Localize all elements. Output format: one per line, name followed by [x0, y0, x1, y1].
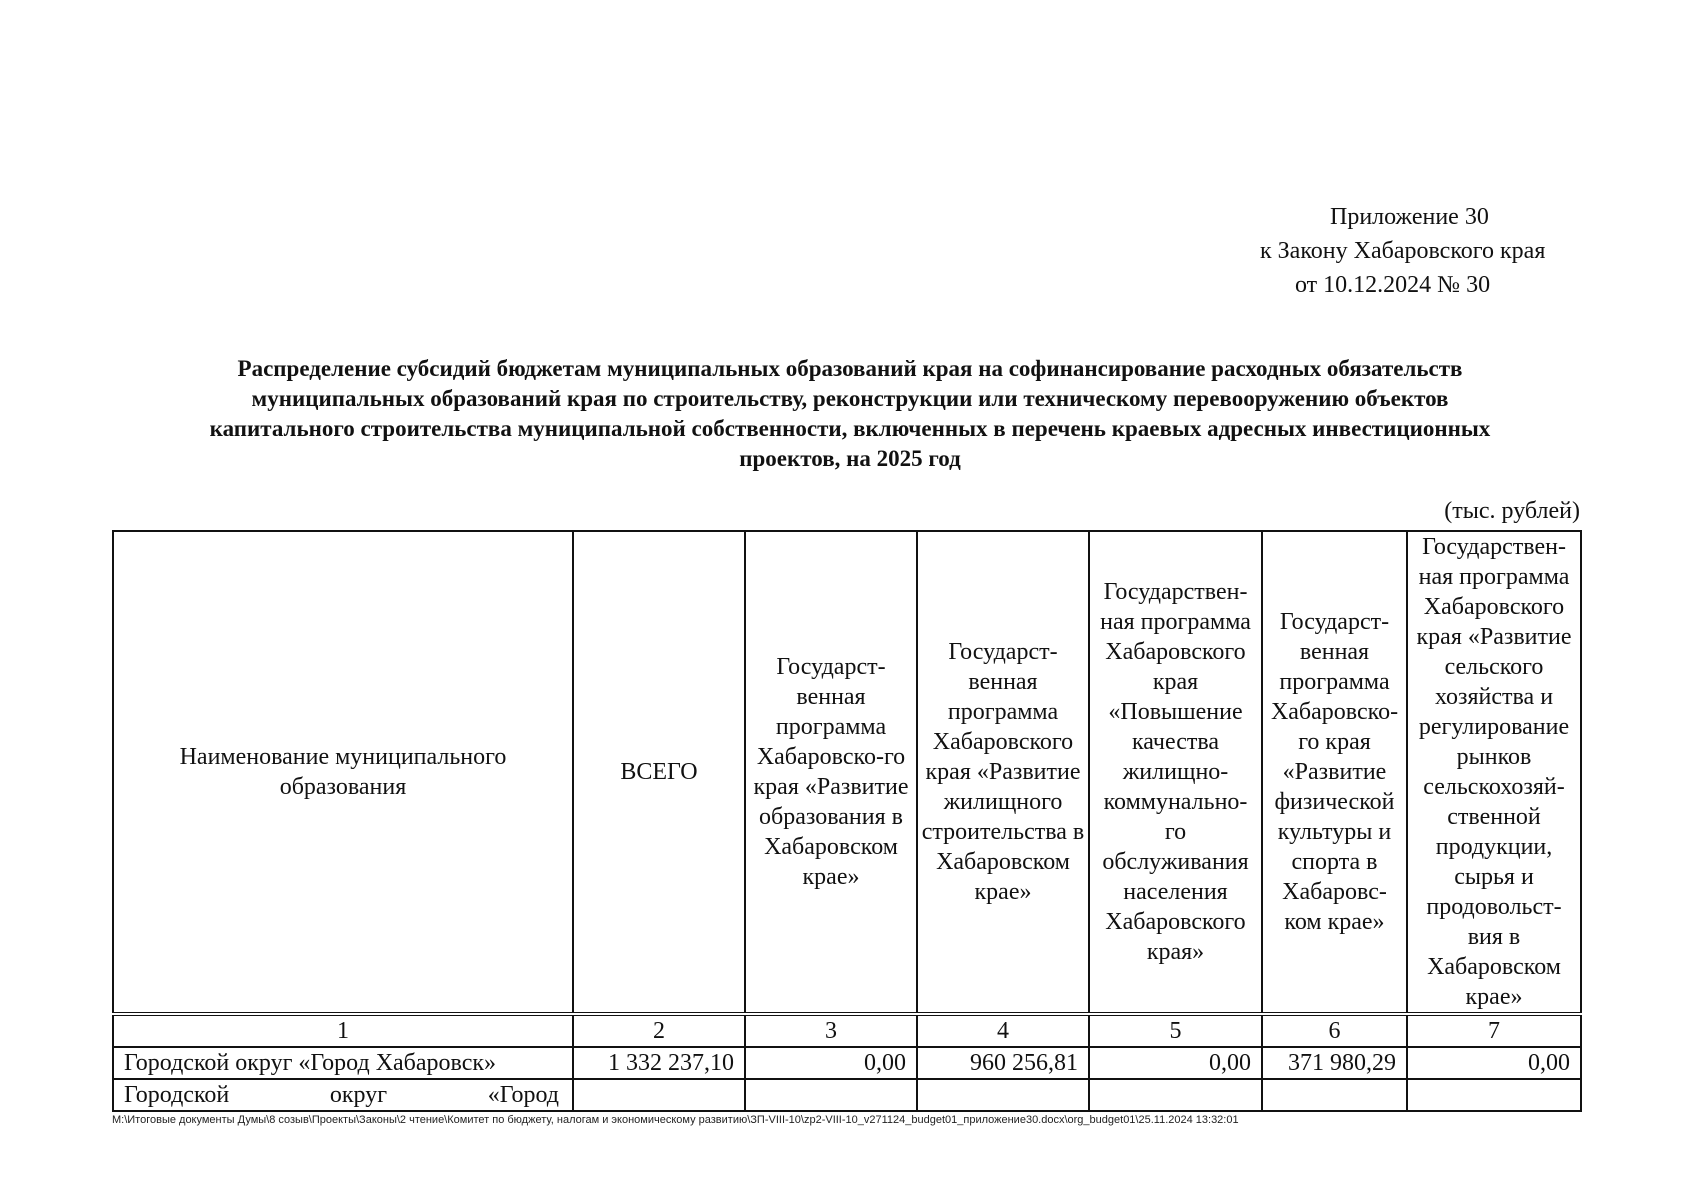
column-number: 6	[1262, 1014, 1407, 1047]
file-path-footer: M:\Итоговые документы Думы\8 созыв\Проекты\Законы\2 чтение\Комитет по бюджету, налогам и экономическому развитию\ЗП-VIII-10\zp2-VIII-10_v271124_budget01_приложение30.docx\org_budget01\25.11.2024 13:32:01	[112, 1114, 1239, 1126]
empty-cell	[1262, 1079, 1407, 1111]
units-label: (тыс. рублей)	[1444, 498, 1580, 524]
header-sport-program: Государст-венная программа Хабаровско-го края «Развитие физической культуры и спорта в Хабаровс-ком крае»	[1262, 531, 1407, 1014]
header-housing-program: Государст-венная программа Хабаровского края «Развитие жилищного строительства в Хабаровском крае»	[917, 531, 1089, 1014]
empty-cell	[1407, 1079, 1581, 1111]
document-title	[110, 354, 1590, 474]
column-number: 5	[1089, 1014, 1262, 1047]
title-line-1: Распределение субсидий бюджетам муниципальных образований края на софинансирование расходных обязательств	[237, 356, 1463, 381]
title-line-2: муниципальных образований края по строительству, реконструкции или техническому перевооружению объектов	[251, 386, 1449, 411]
value-total: 1 332 237,10	[573, 1047, 745, 1079]
value-agriculture: 0,00	[1407, 1047, 1581, 1079]
header-total: ВСЕГО	[573, 531, 745, 1014]
column-number-row	[113, 1014, 1581, 1047]
column-number: 3	[745, 1014, 917, 1047]
title-line-4: проектов, на 2025 год	[739, 446, 961, 471]
value-sport: 371 980,29	[1262, 1047, 1407, 1079]
partial-word: округ	[329, 1082, 388, 1108]
column-number: 1	[113, 1014, 573, 1047]
empty-cell	[917, 1079, 1089, 1111]
empty-cell	[573, 1079, 745, 1111]
municipality-name: Городской округ «Город Хабаровск»	[113, 1047, 573, 1079]
value-housing: 960 256,81	[917, 1047, 1089, 1079]
column-number: 2	[573, 1014, 745, 1047]
value-education: 0,00	[745, 1047, 917, 1079]
column-number: 7	[1407, 1014, 1581, 1047]
partial-word: «Город	[487, 1082, 559, 1108]
header-utilities-program: Государствен-ная программа Хабаровского края «Повышение качества жилищно-коммунально-го обслуживания населения Хабаровского края»	[1089, 531, 1262, 1014]
header-agriculture-program: Государствен-ная программа Хабаровского края «Развитие сельского хозяйства и регулирование рынков сельскохозяй-ственной продукции, сырья и продовольст-вия в Хабаровском крае»	[1407, 531, 1581, 1014]
appendix-law: к Закону Хабаровского края	[1260, 238, 1546, 264]
appendix-header	[1180, 200, 1580, 302]
table-row	[113, 1047, 1581, 1079]
table-row-partial	[113, 1079, 1581, 1111]
column-number: 4	[917, 1014, 1089, 1047]
header-municipality: Наименование муниципального образования	[113, 531, 573, 1014]
value-utilities: 0,00	[1089, 1047, 1262, 1079]
empty-cell	[745, 1079, 917, 1111]
appendix-date: от 10.12.2024 № 30	[1295, 272, 1491, 298]
subsidy-table	[112, 530, 1582, 1112]
empty-cell	[1089, 1079, 1262, 1111]
municipality-name-partial	[113, 1079, 573, 1111]
header-education-program: Государст-венная программа Хабаровско-го края «Развитие образования в Хабаровском крае»	[745, 531, 917, 1014]
appendix-number: Приложение 30	[1330, 204, 1489, 230]
table-header-row	[113, 531, 1581, 1014]
title-line-3: капитального строительства муниципальной собственности, включенных в перечень краевых адресных инвестиционных	[209, 416, 1491, 441]
partial-word: Городской	[124, 1082, 230, 1108]
